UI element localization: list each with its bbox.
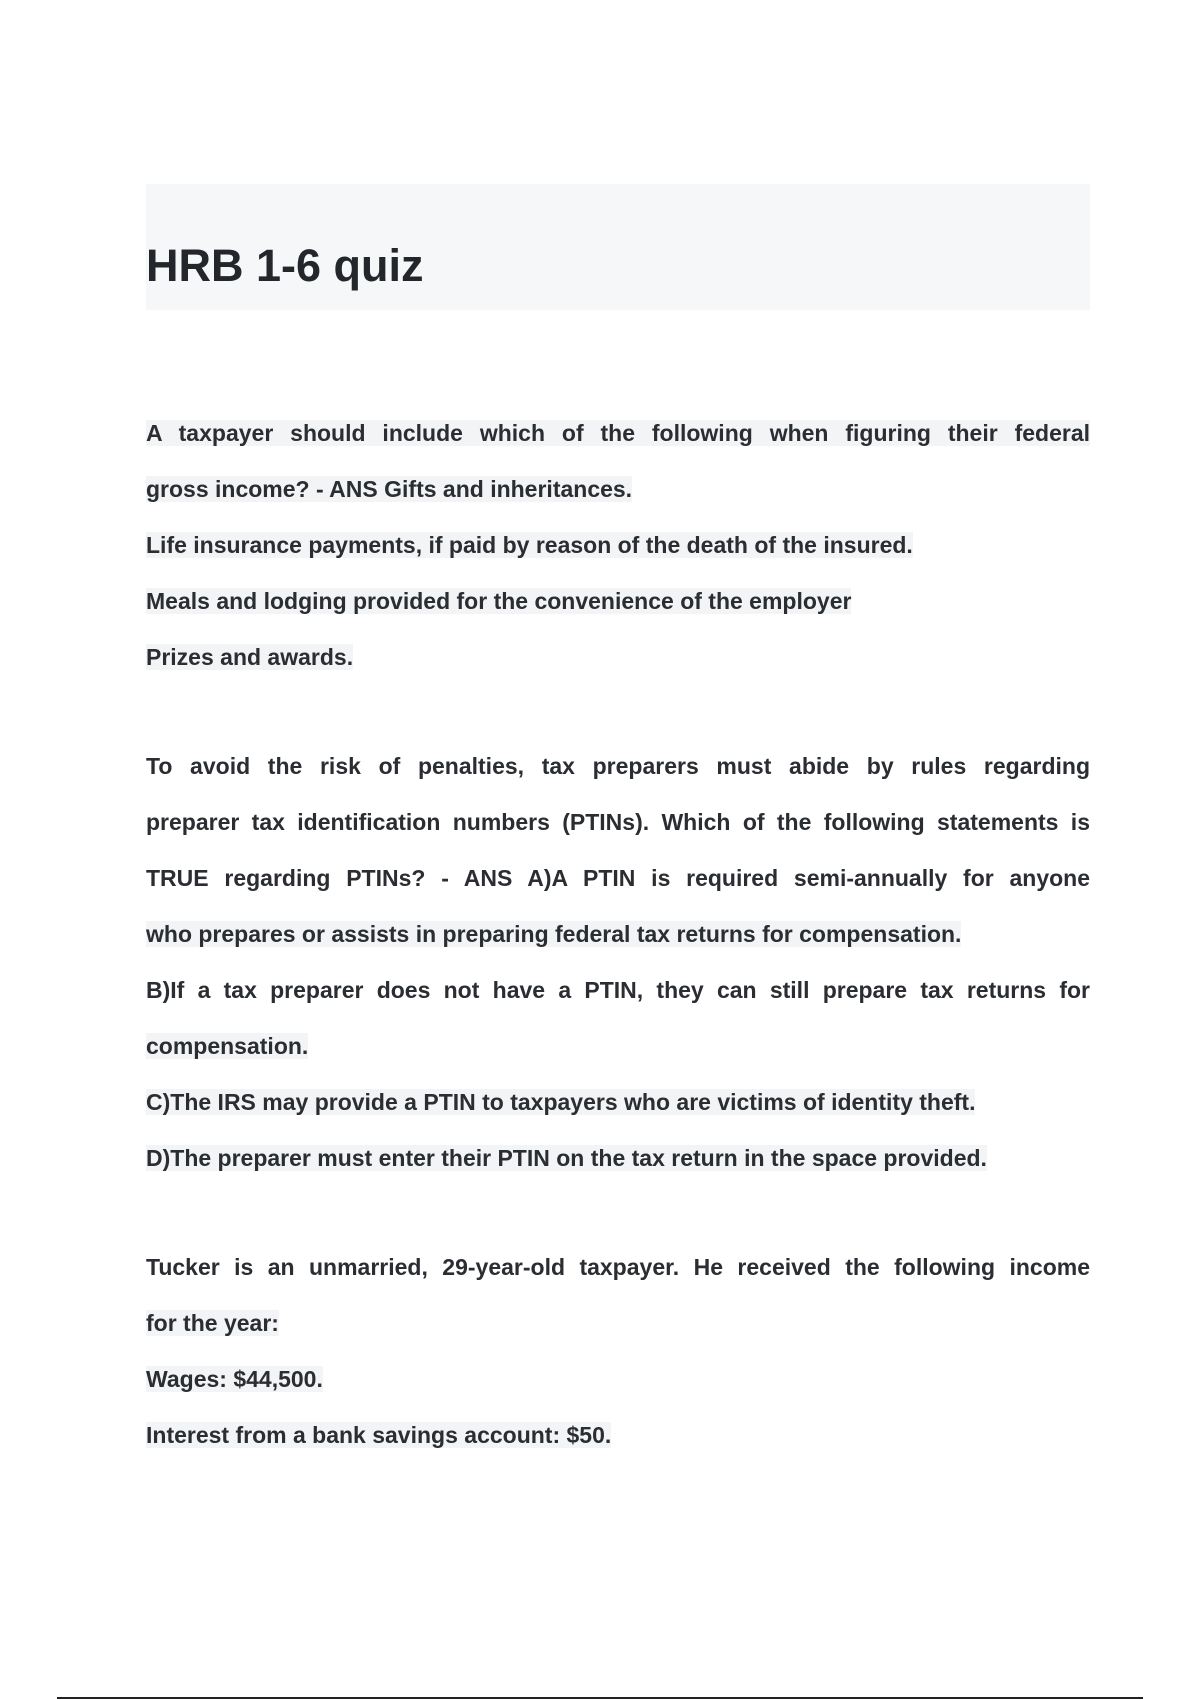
question-2-line-8: D)The preparer must enter their PTIN on the tax return in the space provided. — [146, 1145, 987, 1171]
question-3-line-2: for the year: — [146, 1310, 279, 1336]
question-2-line-4: who prepares or assists in preparing federal tax returns for compensation. — [146, 921, 962, 947]
question-2-line-7: C)The IRS may provide a PTIN to taxpayers who are victims of identity theft. — [146, 1089, 976, 1115]
bottom-rule — [57, 1697, 1143, 1699]
question-3-line-3: Wages: $44,500. — [146, 1366, 323, 1392]
question-2-line-1: To avoid the risk of penalties, tax preparers must abide by rules regarding — [146, 753, 1090, 779]
question-3 — [146, 1239, 1090, 1463]
question-1 — [146, 405, 1090, 685]
page-title: HRB 1-6 quiz — [146, 240, 424, 291]
question-2-line-5: B)If a tax preparer does not have a PTIN, they can still prepare tax returns for — [146, 977, 1090, 1003]
question-1-line-5: Prizes and awards. — [146, 644, 354, 670]
question-2-line-2: preparer tax identification numbers (PTINs). Which of the following statements is — [146, 809, 1090, 835]
question-3-line-1: Tucker is an unmarried, 29-year-old taxpayer. He received the following income — [146, 1254, 1090, 1280]
question-2-line-3: TRUE regarding PTINs? - ANS A)A PTIN is required semi-annually for anyone — [146, 865, 1090, 891]
question-1-line-2: gross income? - ANS Gifts and inheritances. — [146, 476, 633, 502]
question-2 — [146, 738, 1090, 1186]
question-2-line-6: compensation. — [146, 1033, 309, 1059]
question-1-line-1: A taxpayer should include which of the following when figuring their federal — [146, 420, 1090, 446]
question-1-line-4: Meals and lodging provided for the convenience of the employer — [146, 588, 852, 614]
question-3-line-4: Interest from a bank savings account: $50. — [146, 1422, 612, 1448]
question-1-line-3: Life insurance payments, if paid by reason of the death of the insured. — [146, 532, 913, 558]
